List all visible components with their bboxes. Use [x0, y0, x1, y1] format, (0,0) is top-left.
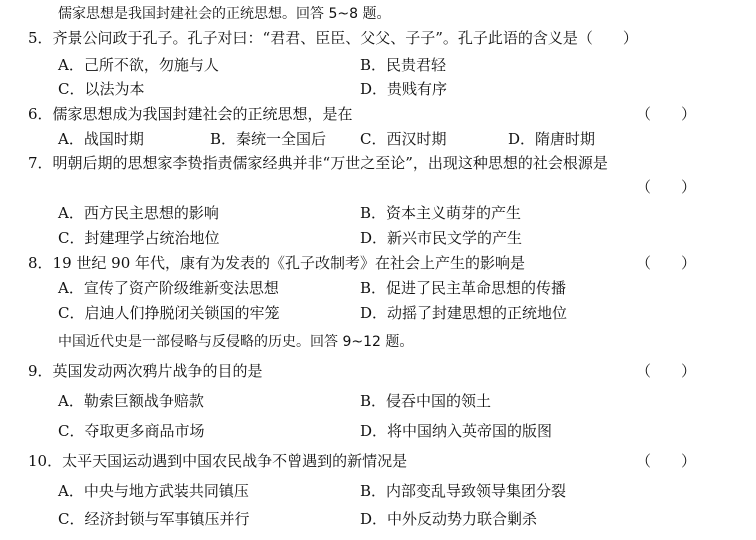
- q6-option-a: A．战国时期: [58, 130, 144, 148]
- q10-option-a: A．中央与地方武装共同镇压: [58, 482, 249, 500]
- q9-option-b: B．侵吞中国的领土: [360, 392, 492, 410]
- q9-answer-paren: （ ）: [636, 362, 697, 380]
- q7-option-d: D．新兴市民文学的产生: [360, 229, 523, 247]
- q7-stem: 7．明朝后期的思想家李贽指责儒家经典并非“万世之至论”，出现这种思想的社会根源是: [28, 154, 608, 172]
- q8-option-b: B．促进了民主革命思想的传播: [360, 279, 567, 297]
- q9-option-a: A．勒索巨额战争赔款: [58, 392, 204, 410]
- q6-option-d: D．隋唐时期: [508, 130, 596, 148]
- q10-stem: 10．太平天国运动遇到中国农民战争不曾遇到的新情况是: [28, 452, 408, 470]
- intro-5-8: 儒家思想是我国封建社会的正统思想。回答 5~8 题。: [58, 6, 391, 22]
- q8-option-a: A．宣传了资产阶级维新变法思想: [58, 279, 279, 297]
- q10-option-d: D．中外反动势力联合剿杀: [360, 510, 538, 528]
- intro-9-12: 中国近代史是一部侵略与反侵略的历史。回答 9~12 题。: [58, 334, 414, 350]
- q6-option-c: C．西汉时期: [360, 130, 447, 148]
- q8-option-d: D．动摇了封建思想的正统地位: [360, 304, 568, 322]
- q5-option-c: C．以法为本: [58, 80, 145, 98]
- q8-stem: 8．19 世纪 90 年代，康有为发表的《孔子改制考》在社会上产生的影响是: [28, 254, 526, 272]
- q8-option-c: C．启迪人们挣脱闭关锁国的牢笼: [58, 304, 280, 322]
- q5-option-a: A．己所不欲，勿施与人: [58, 56, 219, 74]
- q10-answer-paren: （ ）: [636, 452, 697, 470]
- q10-option-b: B．内部变乱导致领导集团分裂: [360, 482, 567, 500]
- q9-option-c: C．夺取更多商品市场: [58, 422, 205, 440]
- q7-answer-paren: （ ）: [636, 178, 697, 196]
- q9-option-d: D．将中国纳入英帝国的版图: [360, 422, 553, 440]
- q8-answer-paren: （ ）: [636, 254, 697, 272]
- q5-option-d: D．贵贱有序: [360, 80, 448, 98]
- q5-option-b: B．民贵君轻: [360, 56, 447, 74]
- q7-option-c: C．封建理学占统治地位: [58, 229, 220, 247]
- q9-stem: 9．英国发动两次鸦片战争的目的是: [28, 362, 263, 380]
- q10-option-c: C．经济封锁与军事镇压并行: [58, 510, 250, 528]
- q7-option-b: B．资本主义萌芽的产生: [360, 204, 522, 222]
- q5-stem: 5．齐景公问政于孔子。孔子对曰：“君君、臣臣、父父、子子”。孔子此语的含义是（ ）: [28, 29, 638, 47]
- q6-option-b: B．秦统一全国后: [210, 130, 327, 148]
- q6-stem: 6．儒家思想成为我国封建社会的正统思想，是在: [28, 105, 353, 123]
- q6-answer-paren: （ ）: [636, 105, 697, 123]
- q7-option-a: A．西方民主思想的影响: [58, 204, 219, 222]
